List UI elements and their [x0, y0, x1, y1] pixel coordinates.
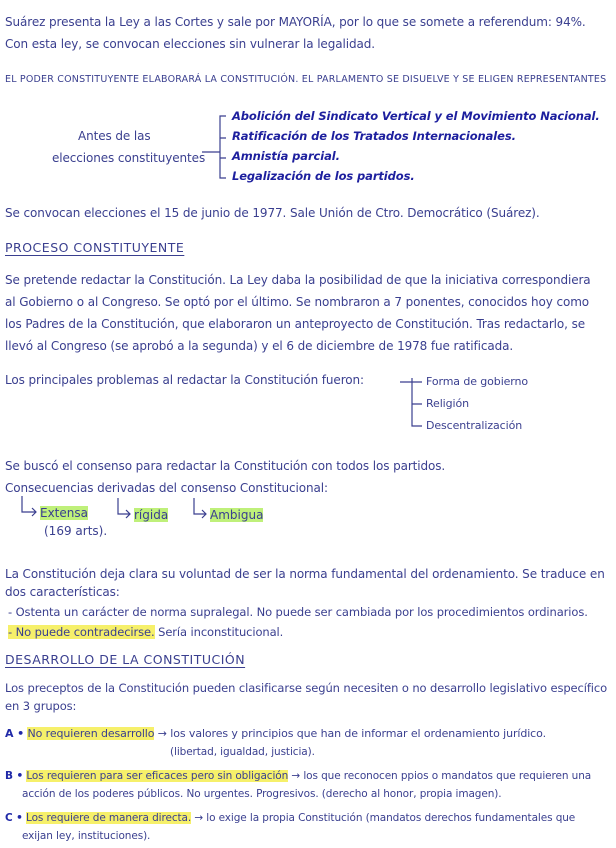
paragraph-line: Se pretende redactar la Constitución. La Ley daba la posibilidad de que la iniciativa correspondiera	[5, 273, 591, 287]
before-item: Ratificación de los Tratados Internacionales.	[232, 129, 516, 143]
paragraph-line: los Padres de la Constitución, que elaboraron un anteproyecto de Constitución. Tras redactarlo, se	[5, 317, 586, 331]
line-consecuencias: Consecuencias derivadas del consenso Constitucional:	[5, 481, 328, 495]
paragraph-line: dos características:	[5, 585, 120, 599]
before-item: Legalización de los partidos.	[232, 169, 415, 183]
consequence-ambigua: Ambigua	[210, 508, 264, 522]
consequence-rigida: rígida	[134, 508, 169, 522]
group-a-rest: → los valores y principios que han de informar el ordenamiento jurídico.	[154, 727, 546, 740]
problem-item: Descentralización	[426, 419, 523, 432]
characteristic-2-highlight: - No puede contradecirse.	[8, 625, 155, 639]
group-c-highlight: Los requiere de manera directa.	[26, 812, 192, 824]
group-a-letter: A •	[5, 727, 25, 740]
brace-problems	[400, 374, 428, 434]
group-b-line-2: acción de los poderes públicos. No urgentes. Progresivos. (derecho al honor, propia imagen).	[22, 788, 502, 800]
line-ley-cortes: Suárez presenta la Ley a las Cortes y sale por MAYORÍA, por lo que se somete a referendum: 94%.	[5, 15, 586, 29]
problems-intro: Los principales problemas al redactar la Constitución fueron:	[5, 373, 364, 387]
line-poder-constituyente: EL PODER CONSTITUYENTE ELABORARÁ LA CONSTITUCIÓN. EL PARLAMENTO SE DISUELVE Y SE ELIGEN REPRESENTANTES	[5, 74, 607, 85]
characteristic-2	[8, 624, 283, 640]
consequence-extensa: Extensa	[40, 506, 88, 520]
group-a-note: (libertad, igualdad, justicia).	[170, 746, 315, 758]
group-b-highlight: Los requieren para ser eficaces pero sin obligación	[26, 770, 289, 782]
line-consenso: Se buscó el consenso para redactar la Constitución con todos los partidos.	[5, 459, 446, 473]
heading-desarrollo-constitucion: DESARROLLO DE LA CONSTITUCIÓN	[5, 652, 246, 667]
brace-before	[198, 112, 228, 182]
before-item: Amnistía parcial.	[232, 149, 340, 163]
group-c-letter: C •	[5, 812, 23, 824]
line-convocan-elecciones: Con esta ley, se convocan elecciones sin vulnerar la legalidad.	[5, 37, 375, 51]
problem-item: Forma de gobierno	[426, 375, 529, 388]
problem-item: Religión	[426, 397, 469, 410]
heading-proceso-constituyente: PROCESO CONSTITUYENTE	[5, 240, 185, 255]
paragraph-line: La Constitución deja clara su voluntad de ser la norma fundamental del ordenamiento. Se traduce en	[5, 567, 605, 581]
group-c	[5, 810, 575, 826]
paragraph-line: al Gobierno o al Congreso. Se optó por el último. Se nombraron a 7 ponentes, conocidos hoy como	[5, 295, 590, 309]
group-b-letter: B •	[5, 770, 24, 782]
paragraph-line: Los preceptos de la Constitución pueden clasificarse según necesiten o no desarrollo legislativo específico	[5, 681, 608, 695]
group-c-line-2: exijan ley, instituciones).	[22, 830, 151, 842]
group-b	[5, 768, 591, 784]
paragraph-line: en 3 grupos:	[5, 699, 77, 713]
characteristic-1: - Ostenta un carácter de norma supralegal. No puede ser cambiada por los procedimientos ordinarios.	[8, 605, 588, 619]
consequence-note: (169 arts).	[44, 524, 108, 538]
before-label-2: elecciones constituyentes	[52, 151, 206, 165]
group-c-rest: → lo exige la propia Constitución (mandatos derechos fundamentales que	[191, 812, 576, 824]
group-a	[5, 726, 546, 742]
group-a-highlight: No requieren desarrollo	[27, 727, 155, 740]
group-b-rest: → los que reconocen ppios o mandatos que requieren una	[288, 770, 592, 782]
characteristic-2-rest: Sería inconstitucional.	[154, 625, 284, 639]
paragraph-line: llevó al Congreso (se aprobó a la segunda) y el 6 de diciembre de 1978 fue ratificada.	[5, 339, 514, 353]
before-label-1: Antes de las	[78, 129, 151, 143]
line-convocan-1977: Se convocan elecciones el 15 de junio de 1977. Sale Unión de Ctro. Democrático (Suárez).	[5, 206, 540, 220]
before-item: Abolición del Sindicato Vertical y el Movimiento Nacional.	[232, 109, 600, 123]
